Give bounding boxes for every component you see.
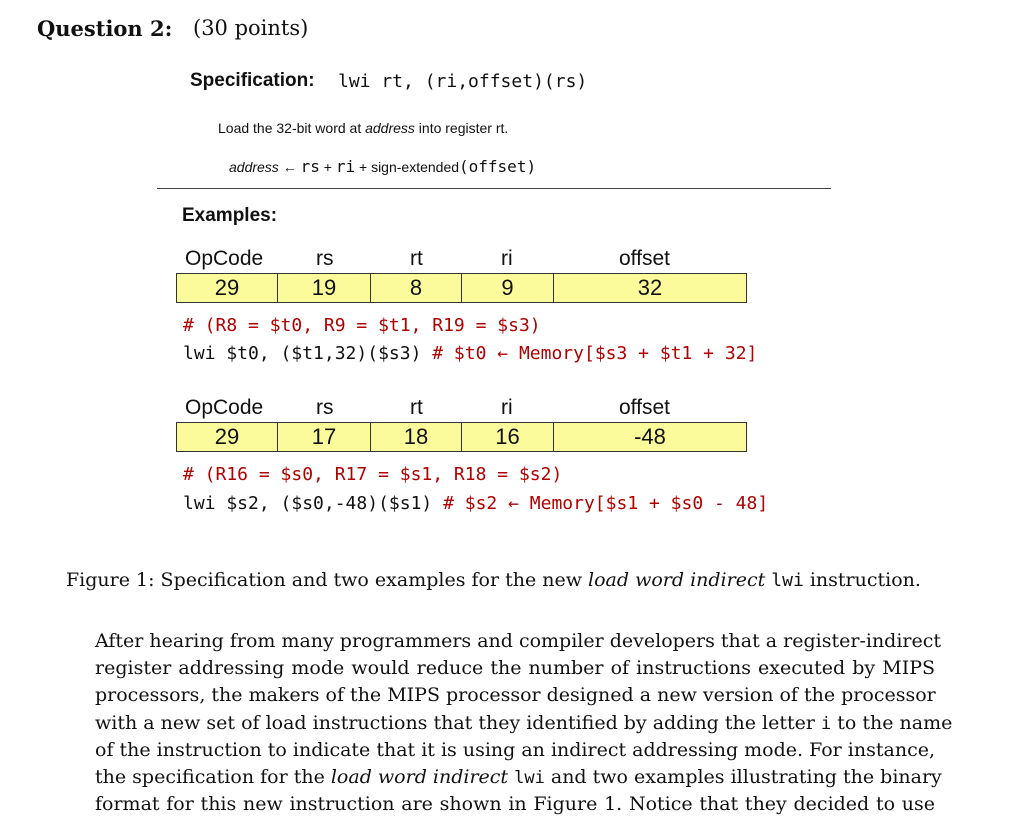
addr-arg: (offset) [459,157,537,176]
addr-plus-2: + [358,159,368,175]
desc-address: address [365,120,415,136]
paragraph-line [95,710,953,737]
caption-mono: lwi [771,570,804,591]
cell-rt: 8 [371,274,462,303]
caption-prefix: Figure 1: Specification and two examples for the new [66,569,589,591]
line4-mono: i [821,713,832,734]
address-label: address [229,159,279,175]
addr-rs: rs [300,157,320,176]
line6-italic: load word indirect [330,765,509,788]
desc-suffix: into register rt. [414,120,509,136]
paragraph-line: processors, the makers of the MIPS processor designed a new version of the processor [95,684,936,707]
caption-suffix: instruction. [803,569,921,591]
example-code [183,343,757,364]
code-comment: # $t0 ← Memory[$s3 + $t1 + 32] [421,343,758,364]
header-rt: rt [410,396,423,419]
header-opcode: OpCode [185,396,264,419]
paragraph-line: of the instruction to indicate that it is using an indirect addressing mode. For instance, [95,738,935,761]
paragraph-line: register addressing mode would reduce the number of instructions executed by MIPS [95,657,935,680]
line4-a: with a new set of load instructions that they identified by adding the letter [95,711,821,734]
line6-mono: lwi [514,767,545,788]
code-instruction: lwi $s2, ($s0,-48)($s1) [183,493,433,514]
desc-prefix: Load the 32-bit word at [218,120,366,136]
header-rt: rt [410,247,423,270]
address-formula [229,157,536,176]
addr-ri: ri [335,157,356,176]
paragraph-line: format for this new instruction are shown in Figure 1. Notice that they decided to use [95,793,935,816]
cell-opcode: 29 [177,274,278,303]
cell-opcode: 29 [177,423,278,452]
table-row [177,274,747,303]
header-rs: rs [316,247,334,270]
examples-label: Examples: [182,205,278,226]
header-offset: offset [619,247,670,270]
code-instruction: lwi $t0, ($t1,32)($s3) [183,343,422,364]
example-code [183,493,768,514]
specification-label: Specification: [190,70,315,91]
question-title: Question 2: [37,16,173,41]
left-arrow-icon: ← [282,159,297,175]
body-paragraph [95,628,953,818]
figure-caption [66,569,921,591]
instruction-format-table [176,273,747,303]
cell-ri: 9 [462,274,554,303]
addr-plus-1: + [323,159,332,175]
line6-b: and two examples illustrating the binary [544,765,942,788]
cell-rt: 18 [371,423,462,452]
line4-b: to the name [831,711,953,734]
paragraph-line: After hearing from many programmers and compiler developers that a register-indirect [95,630,942,652]
line6-a: the specification for the [95,765,331,788]
table-row [177,423,747,452]
cell-offset: -48 [554,423,747,452]
addr-fn: sign-extended [371,159,460,175]
header-offset: offset [619,396,670,419]
specification-syntax: lwi rt, (ri,offset)(rs) [338,71,588,92]
divider-rule [157,188,831,189]
example-comment: # (R8 = $t0, R9 = $t1, R19 = $s3) [183,315,541,336]
cell-rs: 19 [278,274,371,303]
header-ri: ri [501,396,513,419]
example-comment: # (R16 = $s0, R17 = $s1, R18 = $s2) [183,464,563,485]
code-comment: # $s2 ← Memory[$s1 + $s0 - 48] [432,493,769,514]
caption-italic: load word indirect [588,569,766,591]
header-opcode: OpCode [185,247,264,270]
cell-ri: 16 [462,423,554,452]
header-rs: rs [316,396,334,419]
instruction-format-table [176,422,747,452]
question-points: (30 points) [193,16,309,40]
specification-description [218,120,508,136]
paragraph-line [95,764,942,791]
header-ri: ri [501,247,513,270]
cell-offset: 32 [554,274,747,303]
cell-rs: 17 [278,423,371,452]
